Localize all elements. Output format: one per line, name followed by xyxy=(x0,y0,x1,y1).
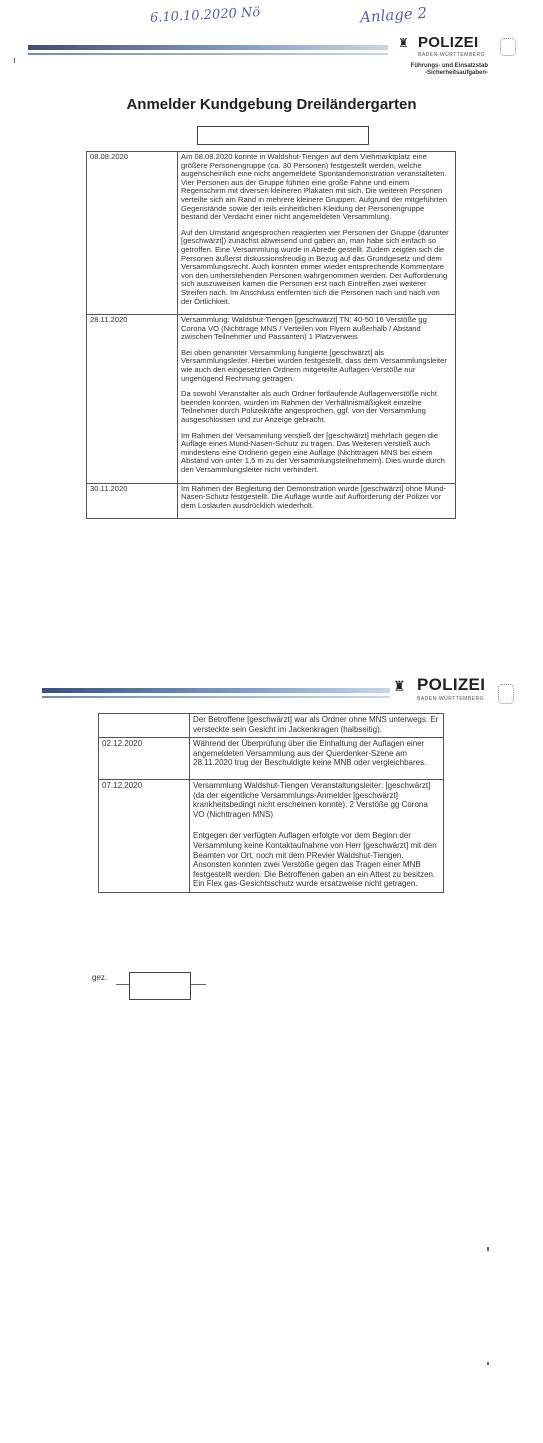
redacted-signature-box xyxy=(129,972,191,1000)
row-date: 02.12.2020 xyxy=(99,738,190,780)
description-paragraph: Am 08.08.2020 konnte in Waldshut-Tiengen auf dem Viehmarktplatz eine größere Personengruppe (ca. 30 Personen) festgestellt werden, welche augenscheinlich eine nicht angemeldete Spontandemonstration veranstalteten. Vier Personen aus der Gruppe führten eine große Fahne und einem Regenschirm mit diversen kleineren Plakaten mit sich. Die weiteren Personen verteilte sich am Rand in mehrere kleinere Gruppen. Aufgrund der mitgeführten Gegenstände sowie der teils einheitlichen Kleidung der Personengruppe bestand der Verdacht einer nicht angemeldeten Versammlung. xyxy=(181,152,447,222)
handwritten-date-note: 6.10.10.2020 Nö xyxy=(149,5,261,26)
description-paragraph: Versammlung: Waldshut-Tiengen [geschwärzt] TN: 40-50 16 Verstöße gg Corona VO (Nichttrage MNS / Verteilen von Flyern außerhalb / Abstand zwischen Teilnehmer und Passanten) 1 Platzverweis xyxy=(181,315,427,342)
row-description xyxy=(178,152,456,315)
header-stripe-thin xyxy=(28,53,388,55)
scan-mark xyxy=(487,1247,489,1251)
logo-text: POLIZEI xyxy=(418,34,479,51)
incident-table-page1 xyxy=(86,151,456,519)
logo-text: POLIZEI xyxy=(417,675,486,694)
document-title: Anmelder Kundgebung Dreiländergarten xyxy=(126,96,417,113)
incident-table-page2 xyxy=(98,713,444,893)
unit-line-1: Führungs- und Einsatzstab xyxy=(410,63,488,69)
row-description xyxy=(190,738,444,780)
unit-name xyxy=(380,63,488,77)
description-paragraph: Bei oben genannter Versammlung fungierte [geschwärzt] als Versammlungsleiter. Hierbei wurden festgestellt, dass dem Versammlungsleiter wie auch den eingesetzten Ordnern mitgeteilte Auflagen-Verstöße nur ungenügend Rechnung getragen. xyxy=(181,347,447,383)
state-crest-icon xyxy=(498,684,514,704)
row-date: 07.12.2020 xyxy=(99,779,190,892)
row-date: 28.11.2020 xyxy=(87,315,178,484)
row-date: 30.11.2020 xyxy=(87,483,178,519)
table-row xyxy=(99,779,444,892)
lion-icon: ♜ xyxy=(398,36,409,50)
scan-mark xyxy=(14,58,15,63)
redacted-subject-box xyxy=(197,126,369,145)
unit-line-2: -Sicherheitsaufgaben- xyxy=(424,70,488,76)
header-stripe-thin-page2 xyxy=(42,696,390,698)
description-paragraph: Entgegen der verfügten Auflagen erfolgte vor dem Beginn der Versammlung keine Kontaktaufnahme von Herr [geschwärzt] mit den Beamten vor Ort, noch mit dem PRevier Waldshut-Tiengen. Ansonsten konnten zwei Verstöße gegen das Tragen einer MNB festgestellt werden. Die Betroffenen gaben an ein Attest zu besitzen. Ein Flex gas-Gesichtsschutz wurde ersatzweise nicht getragen. xyxy=(193,831,437,889)
table-row xyxy=(99,714,444,738)
header-stripe xyxy=(28,45,388,50)
row-description xyxy=(178,483,456,519)
lion-icon: ♜ xyxy=(393,678,406,694)
row-description xyxy=(190,714,444,738)
description-paragraph: Während der Überprüfung über die Einhaltung der Auflagen einer angemeldeten Versammlung aus der Querdenker-Szene am 28.11.2020 trug der Beschuldigte keine MNB oder vergleichbares. xyxy=(193,739,427,768)
description-paragraph: Da sowohl Veranstalter als auch Ordner fortlaufende Auflagenverstöße nicht beenden konnten, wurden im Rahmen der Verhältnismäßigkeit einzelne Teilnehmer durch Polizeikräfte angesprochen, ggf. von der Versammlung ausgeschlossen und zur Anzeige gebracht. xyxy=(181,389,437,425)
logo-subtext: BADEN-WÜRTTEMBERG xyxy=(418,52,486,58)
description-paragraph: Der Betroffene [geschwärzt] war als Ordner ohne MNS unterwegs. Er versteckte sein Gesicht im Jackenkragen (halbseitig). xyxy=(193,715,439,734)
row-date: 08.08.2020 xyxy=(87,152,178,315)
police-logo xyxy=(398,34,493,60)
table-row xyxy=(87,483,456,519)
description-paragraph: Auf den Umstand angesprochen reagierten vier Personen der Gruppe (darunter [geschwärzt]) zunächst abweisend und gaben an, man habe sich einfach so getroffen. Eine Versammlung wurde in Abrede gestellt. Zudem zeigten sich die Personen äußerst diskussionsfreudig in Bezug auf das Grundgesetz und dem Versammlungsrecht. Auch konnten immer wieder entsprechende Kommentare von den umherstehenden Personen wahrgenommen werden. Der Aufforderung sich auszuweisen kamen die Personen erst nach Eintreffen zwei weiterer Streifen nach. Im Anschluss entfernten sich die Personen nach und nach von der Örtlichkeit. xyxy=(181,227,449,306)
scan-mark xyxy=(487,1362,489,1365)
description-paragraph: Im Rahmen der Begleitung der Demonstration wurde [geschwärzt] ohne Mund-Nasen-Schutz festgestellt. Die Auflage wurde auf Aufforderung der Polizei vor dem Loslaufen ausdrücklich wiederholt. xyxy=(181,483,447,510)
signature-label: gez. xyxy=(92,973,108,982)
table-row xyxy=(99,738,444,780)
description-paragraph: Im Rahmen der Versammlung verstieß der [geschwärzt] mehrfach gegen die Auflage eines Mund-Nasen-Schutz zu tragen. Das Weiteren verstieß auch mindestens eine Ordnerin gegen eine Auflage (Nichttragen MNS bei einem Abstand von unter 1,5 m zu der Versammlungsteilnehmern). Dies wurde durch den Versammlungsleiter nicht verhindert. xyxy=(181,430,445,474)
state-crest-icon xyxy=(500,38,516,56)
row-description xyxy=(178,315,456,484)
header-stripe-page2 xyxy=(42,688,390,693)
row-date xyxy=(99,714,190,738)
police-logo-page2 xyxy=(393,675,493,705)
table-row xyxy=(87,152,456,315)
row-description xyxy=(190,779,444,892)
handwritten-annex-note: Anlage 2 xyxy=(359,3,428,27)
description-paragraph: Versammlung Waldshut-Tiengen Veranstaltungsleiter: [geschwärzt] (da der eigentliche Versammlungs-Anmelder [geschwärzt] krankheitsbedingt nicht erscheinen konnte). 2 Verstöße gg Corona VO (Nichttragen MNS) xyxy=(193,780,431,819)
logo-subtext: BADEN-WÜRTTEMBERG xyxy=(417,696,485,702)
table-row xyxy=(87,315,456,484)
